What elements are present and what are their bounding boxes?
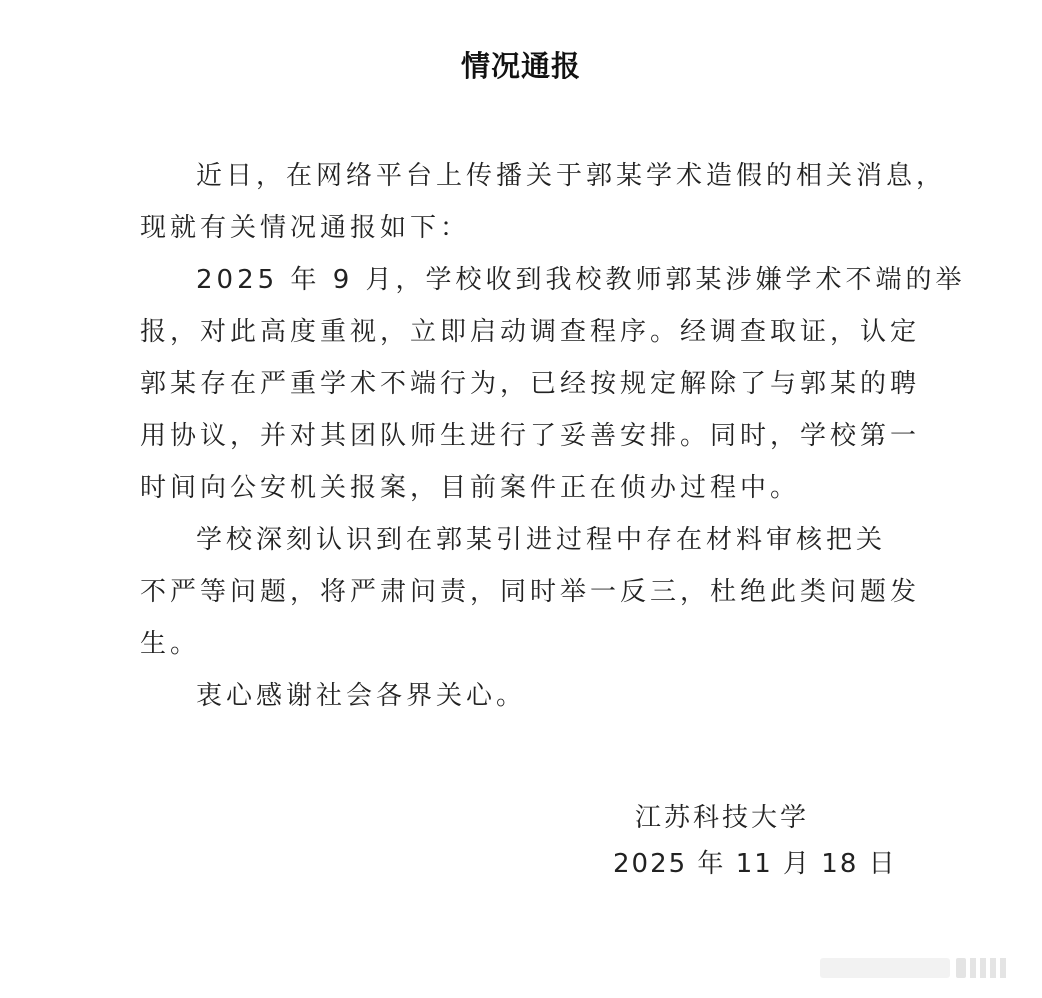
document-body xyxy=(140,150,966,722)
signature-organization: 江苏科技大学 xyxy=(635,803,810,833)
body-line: 衷心感谢社会各界关心。 xyxy=(196,681,527,711)
body-line: 现就有关情况通报如下： xyxy=(140,213,471,243)
signature-date: 2025 年 11 月 18 日 xyxy=(613,849,897,879)
body-line: 不严等问题，将严肃问责，同时举一反三，杜绝此类问题发 xyxy=(140,577,921,607)
body-line: 学校深刻认识到在郭某引进过程中存在材料审核把关 xyxy=(196,525,887,555)
body-line: 郭某存在严重学术不端行为，已经按规定解除了与郭某的聘 xyxy=(140,369,921,399)
body-line: 时间向公安机关报案，目前案件正在侦办过程中。 xyxy=(140,473,801,503)
body-line: 报，对此高度重视，立即启动调查程序。经调查取证，认定 xyxy=(140,317,921,347)
body-line: 近日，在网络平台上传播关于郭某学术造假的相关消息， xyxy=(196,161,947,191)
body-line: 生。 xyxy=(140,629,201,659)
body-line: 用协议，并对其团队师生进行了妥善安排。同时，学校第一 xyxy=(140,421,921,451)
document-title: 情况通报 xyxy=(460,49,581,83)
watermark-logo xyxy=(820,956,1020,980)
body-line: 2025 年 9 月，学校收到我校教师郭某涉嫌学术不端的举 xyxy=(196,265,966,295)
